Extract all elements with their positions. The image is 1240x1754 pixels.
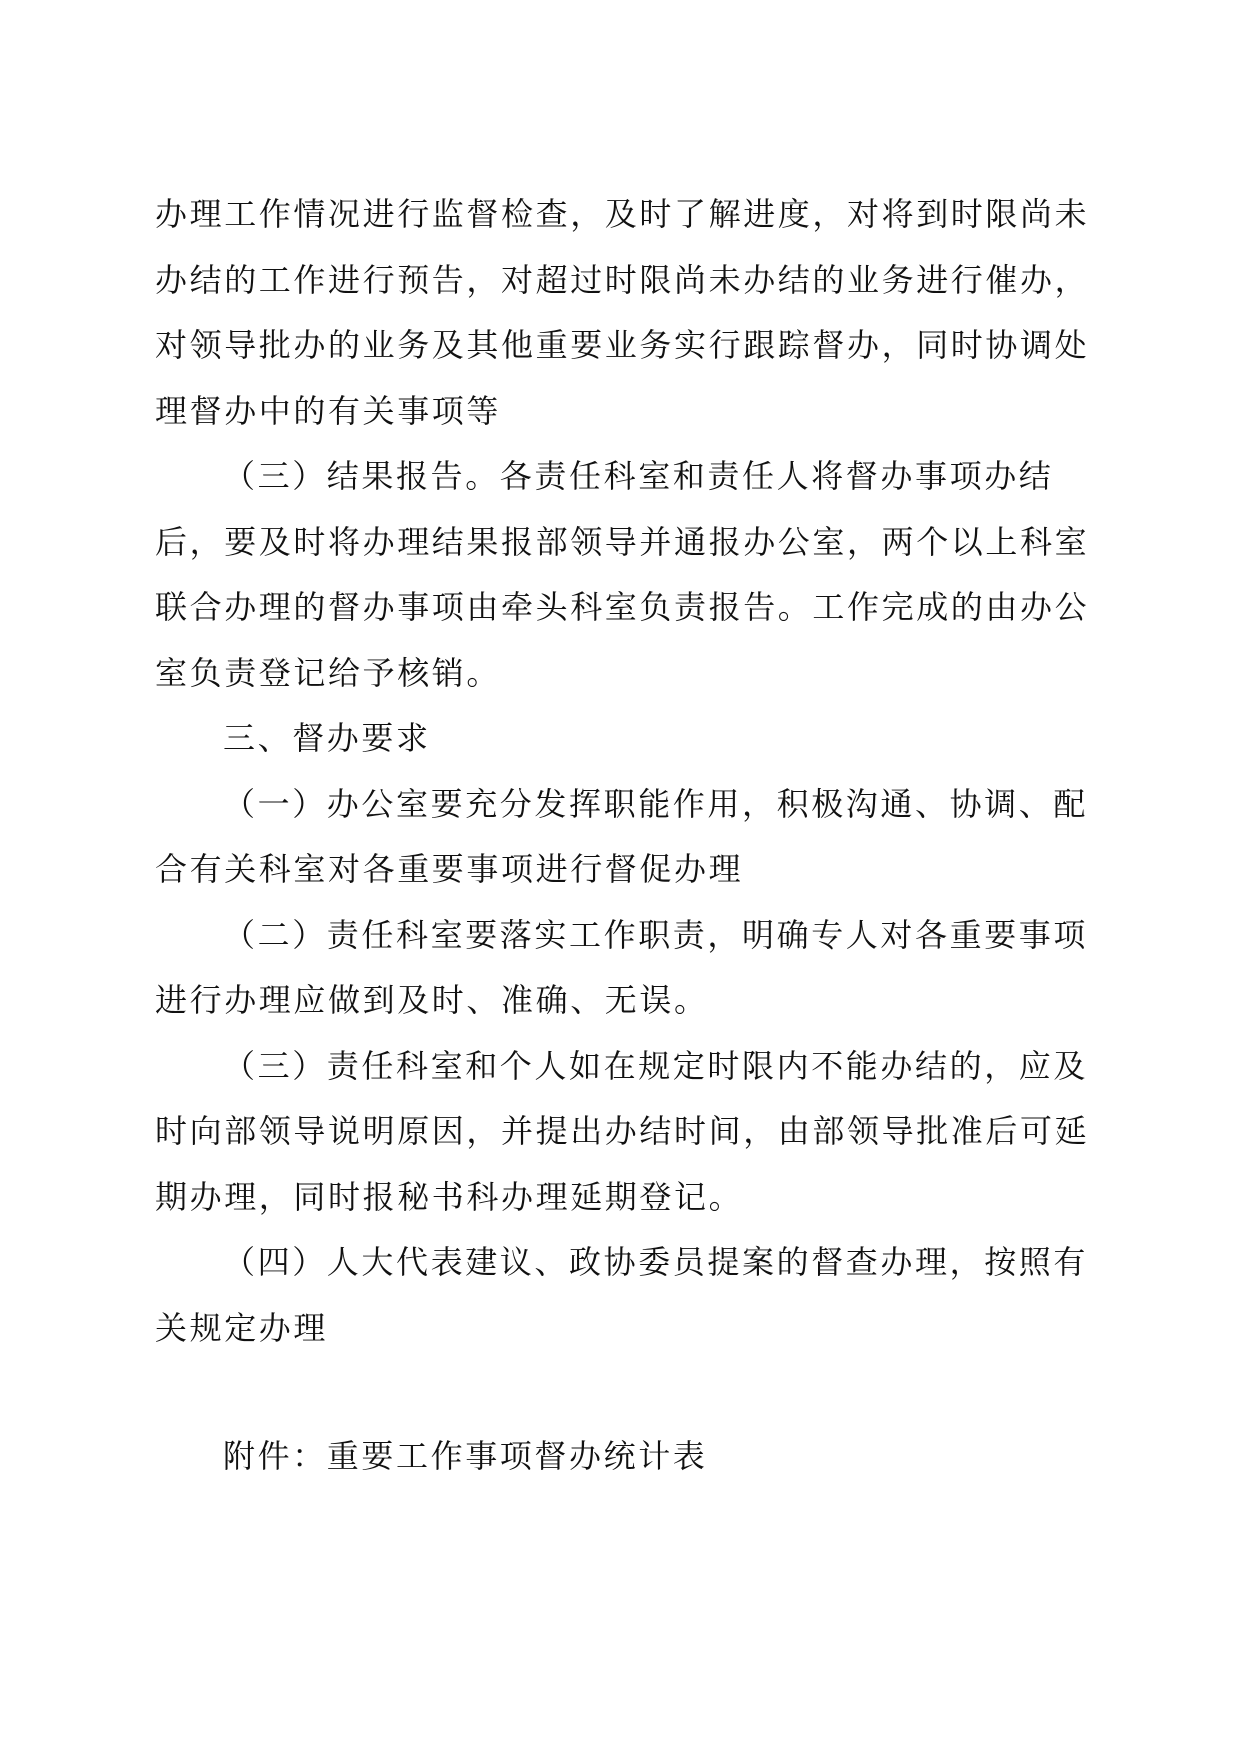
document-body bbox=[155, 182, 1090, 1361]
text-line: （三）结果报告。各责任科室和责任人将督办事项办结 bbox=[223, 457, 1054, 495]
text-line: 时向部领导说明原因，并提出办结时间，由部领导批准后可延 bbox=[155, 1112, 1090, 1150]
text-line: 联合办理的督办事项由牵头科室负责报告。工作完成的由办公 bbox=[155, 588, 1090, 626]
text-line: 合有关科室对各重要事项进行督促办理 bbox=[155, 850, 744, 888]
text-line: 办结的工作进行预告，对超过时限尚未办结的业务进行催办， bbox=[155, 260, 1090, 299]
attachment-line: 附件：重要工作事项督办统计表 bbox=[223, 1437, 708, 1475]
section-heading: 三、督办要求 bbox=[223, 719, 431, 757]
text-line: 理督办中的有关事项等 bbox=[155, 391, 502, 430]
text-line: 后，要及时将办理结果报部领导并通报办公室，两个以上科室 bbox=[155, 522, 1090, 561]
text-line: （三）责任科室和个人如在规定时限内不能办结的，应及 bbox=[223, 1046, 1089, 1085]
text-line: （一）办公室要充分发挥职能作用，积极沟通、协调、配 bbox=[223, 784, 1089, 823]
text-line: 对领导批办的业务及其他重要业务实行跟踪督办，同时协调处 bbox=[155, 326, 1090, 364]
text-line: 室负责登记给予核销。 bbox=[155, 653, 502, 692]
text-line: 进行办理应做到及时、准确、无误。 bbox=[155, 981, 709, 1019]
text-line: 关规定办理 bbox=[155, 1308, 329, 1347]
text-line: 期办理，同时报秘书科办理延期登记。 bbox=[155, 1177, 744, 1216]
attachment-note bbox=[155, 1424, 1085, 1490]
text-line: （四）人大代表建议、政协委员提案的督查办理，按照有 bbox=[223, 1243, 1089, 1281]
text-line: （二）责任科室要落实工作职责，明确专人对各重要事项 bbox=[223, 915, 1089, 954]
text-line: 办理工作情况进行监督检查，及时了解进度，对将到时限尚未 bbox=[155, 195, 1090, 233]
